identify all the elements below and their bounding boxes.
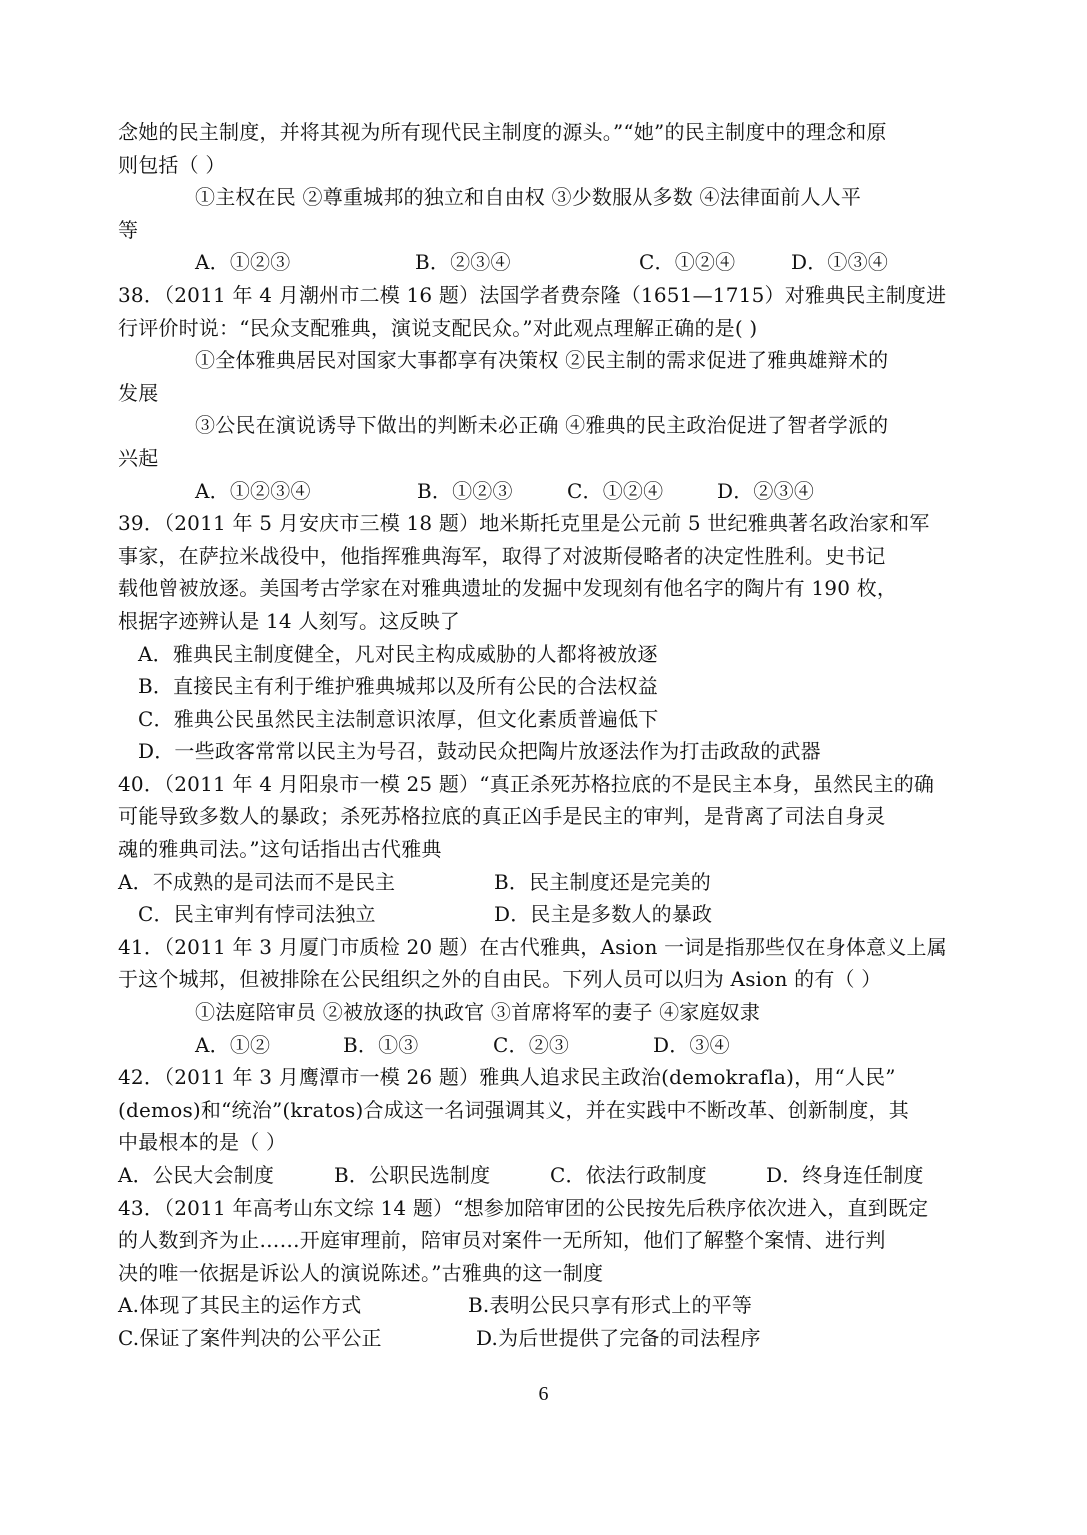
statement-list: ①全体雅典居民对国家大事都享有决策权 ②民主制的需求促进了雅典雄辩术的 bbox=[195, 348, 889, 373]
option-a: A．①② bbox=[195, 1032, 271, 1057]
question-text: 念她的民主制度，并将其视为所有现代民主制度的源头。”“她”的民主制度中的理念和原 bbox=[118, 120, 887, 144]
page-number: 6 bbox=[538, 1383, 549, 1405]
option-d: D．终身连任制度 bbox=[766, 1163, 924, 1187]
option-b: B．②③④ bbox=[415, 250, 511, 275]
statement-list: ①法庭陪审员 ②被放逐的执政官 ③首席将军的妻子 ④家庭奴隶 bbox=[195, 1000, 761, 1025]
option-c: C．②③ bbox=[493, 1032, 570, 1057]
option-a: A．不成熟的是司法而不是民主 bbox=[118, 869, 396, 894]
option-b: B．①③ bbox=[343, 1032, 419, 1057]
option-a: A.体现了其民主的运作方式 bbox=[118, 1293, 362, 1318]
option-a: A．①②③④ bbox=[195, 478, 311, 503]
question-text: 根据字迹辨认是 14 人刻写。这反映了 bbox=[118, 608, 460, 633]
document-page bbox=[118, 116, 968, 1355]
option-c: C.保证了案件判决的公平公正 bbox=[118, 1325, 382, 1350]
question-text: 可能导致多数人的暴政；杀死苏格拉底的真正凶手是民主的审判，是背离了司法自身灵 bbox=[118, 804, 886, 829]
answer-options bbox=[118, 1159, 968, 1192]
answer-options bbox=[118, 898, 968, 931]
option-d: D．②③④ bbox=[717, 478, 815, 503]
option-d: D.为后世提供了完备的司法程序 bbox=[476, 1325, 761, 1350]
question-text: 41．（2011 年 3 月厦门市质检 20 题）在古代雅典，Asion 一词是指那些仅在身体意义上属 bbox=[118, 934, 947, 959]
option-a: A．①②③ bbox=[195, 250, 291, 275]
question-text: 中最根本的是（ ） bbox=[118, 1130, 287, 1155]
statement-list: 等 bbox=[118, 217, 139, 242]
question-text: 行评价时说：“民众支配雅典，演说支配民众。”对此观点理解正确的是( ) bbox=[118, 315, 758, 340]
question-text: 40．（2011 年 4 月阳泉市一模 25 题）“真正杀死苏格拉底的不是民主本身，虽然民主的确 bbox=[118, 771, 935, 796]
option-b: B．民主制度还是完美的 bbox=[494, 869, 711, 894]
statement-list: ①主权在民 ②尊重城邦的独立和自由权 ③少数服从多数 ④法律面前人人平 bbox=[195, 185, 862, 210]
answer-options bbox=[118, 866, 968, 899]
statement-list: 兴起 bbox=[118, 445, 159, 470]
statement-list: 发展 bbox=[118, 380, 159, 405]
option-a: A．公民大会制度 bbox=[118, 1163, 275, 1187]
answer-options bbox=[118, 1289, 968, 1322]
option-d: D．一些政客常常以民主为号召，鼓动民众把陶片放逐法作为打击政敌的武器 bbox=[138, 739, 821, 764]
question-text: 38．（2011 年 4 月潮州市二模 16 题）法国学者费奈隆（1651—1715）对雅典民主制度进 bbox=[118, 282, 947, 307]
answer-options bbox=[118, 246, 968, 279]
answer-options bbox=[118, 1029, 968, 1062]
option-c: C．民主审判有悖司法独立 bbox=[138, 902, 376, 927]
option-c: C．雅典公民虽然民主法制意识浓厚，但文化素质普遍低下 bbox=[138, 706, 659, 731]
question-text: 决的唯一依据是诉讼人的演说陈述。”古雅典的这一制度 bbox=[118, 1260, 604, 1285]
option-a: A．雅典民主制度健全，凡对民主构成威胁的人都将被放逐 bbox=[138, 641, 658, 666]
option-b: B.表明公民只享有形式上的平等 bbox=[468, 1293, 753, 1318]
option-b: B．直接民主有利于维护雅典城邦以及所有公民的合法权益 bbox=[138, 674, 658, 699]
answer-options bbox=[118, 475, 968, 508]
option-c: C．①②④ bbox=[567, 478, 664, 503]
answer-options bbox=[118, 1322, 968, 1355]
question-text: 事家，在萨拉米战役中，他指挥雅典海军，取得了对波斯侵略者的决定性胜利。史书记 bbox=[118, 543, 886, 568]
statement-list: ③公民在演说诱导下做出的判断未必正确 ④雅典的民主政治促进了智者学派的 bbox=[195, 413, 889, 438]
question-text: 39．（2011 年 5 月安庆市三模 18 题）地米斯托克里是公元前 5 世纪雅典著名政治家和军 bbox=[118, 511, 930, 536]
option-d: D．①③④ bbox=[791, 250, 889, 275]
question-text: 42．（2011 年 3 月鹰潭市一模 26 题）雅典人追求民主政治(demokrafla)，用“人民” bbox=[118, 1065, 896, 1090]
question-text: 的人数到齐为止……开庭审理前，陪审员对案件一无所知，他们了解整个案情、进行判 bbox=[118, 1228, 886, 1253]
question-text: (demos)和“统治”(kratos)合成这一名词强调其义，并在实践中不断改革、创新制度，其 bbox=[118, 1097, 909, 1122]
option-d: D．③④ bbox=[653, 1032, 730, 1057]
question-text: 于这个城邦，但被排除在公民组织之外的自由民。下列人员可以归为 Asion 的有（ ） bbox=[118, 967, 882, 992]
question-text: 载他曾被放逐。美国考古学家在对雅典遗址的发掘中发现刻有他名字的陶片有 190 枚， bbox=[118, 576, 898, 601]
option-b: B．①②③ bbox=[417, 478, 513, 503]
question-text: 魂的雅典司法。”这句话指出古代雅典 bbox=[118, 837, 442, 862]
question-text: 43．（2011 年高考山东文综 14 题）“想参加陪审团的公民按先后秩序依次进入，直到既定 bbox=[118, 1195, 929, 1220]
question-text: 则包括（ ） bbox=[118, 152, 226, 177]
option-b: B．公职民选制度 bbox=[334, 1163, 491, 1187]
option-d: D．民主是多数人的暴政 bbox=[494, 902, 713, 927]
option-c: C．依法行政制度 bbox=[550, 1163, 707, 1187]
option-c: C．①②④ bbox=[639, 250, 736, 275]
